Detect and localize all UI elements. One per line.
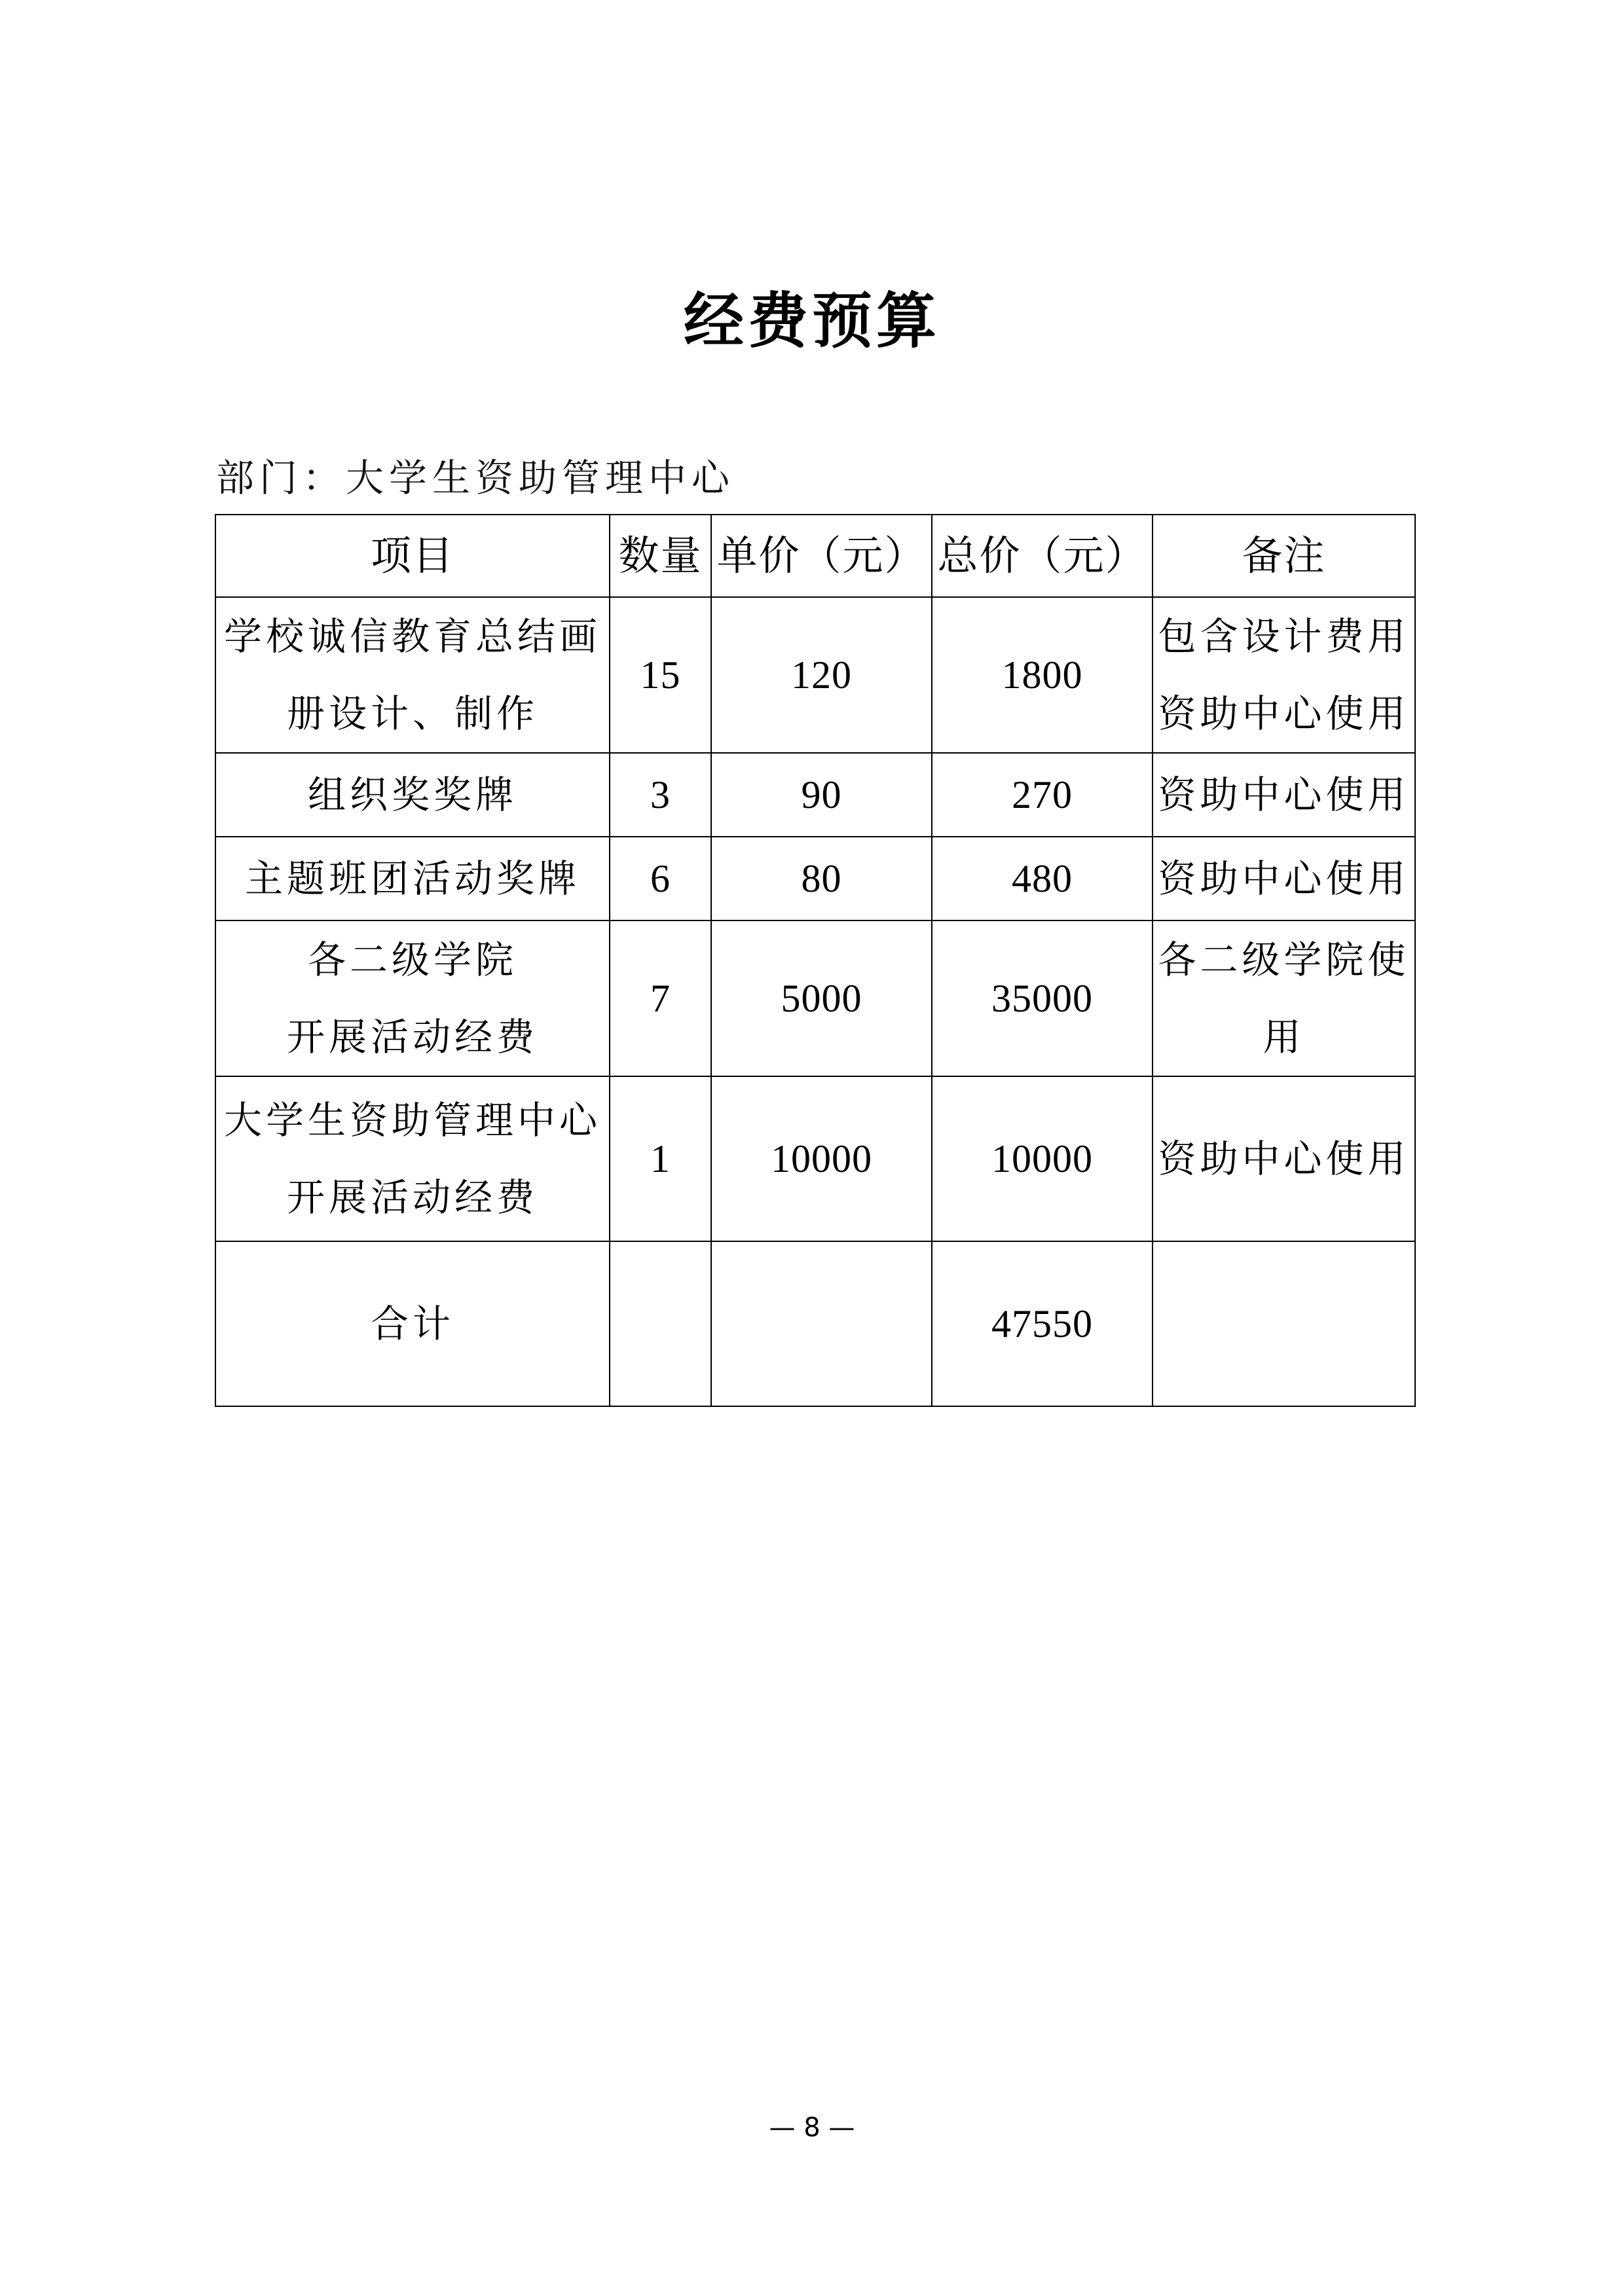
quantity-cell: 1	[610, 1076, 711, 1241]
page-number: — 8 —	[769, 2113, 855, 2143]
header-item: 项目	[215, 515, 610, 597]
budget-table	[215, 514, 1416, 1407]
note-cell	[1153, 597, 1415, 753]
unit-price-cell	[711, 1241, 932, 1406]
note-line: 资助中心使用	[1158, 773, 1410, 817]
quantity-cell: 6	[610, 837, 711, 920]
total-price-cell: 1800	[932, 597, 1153, 753]
table-row	[215, 597, 1415, 753]
table-row	[215, 1076, 1415, 1241]
note-line: 资助中心使用	[1158, 1137, 1410, 1181]
note-line: 各二级学院使	[1158, 938, 1410, 982]
item-line: 主题班团活动奖牌	[244, 856, 580, 901]
total-label-cell	[215, 1241, 610, 1406]
grand-total-cell: 47550	[932, 1241, 1153, 1406]
unit-price-cell: 80	[711, 837, 932, 920]
total-price-cell: 270	[932, 753, 1153, 837]
note-cell	[1153, 1076, 1415, 1241]
total-label: 合计	[370, 1302, 454, 1346]
table-row	[215, 837, 1415, 920]
header-quantity: 数量	[610, 515, 711, 597]
header-unit-price: 单价（元）	[711, 515, 932, 597]
table-row	[215, 753, 1415, 837]
item-line: 开展活动经费	[286, 1175, 538, 1220]
item-cell	[215, 920, 610, 1076]
item-line: 学校诚信教育总结画	[223, 614, 601, 659]
header-note: 备注	[1153, 515, 1415, 597]
item-line: 组织奖奖牌	[307, 773, 517, 817]
quantity-cell: 15	[610, 597, 711, 753]
total-price-cell: 480	[932, 837, 1153, 920]
unit-price-cell: 5000	[711, 920, 932, 1076]
item-line: 大学生资助管理中心	[223, 1098, 601, 1142]
table-row	[215, 920, 1415, 1076]
unit-price-cell: 120	[711, 597, 932, 753]
note-cell	[1153, 753, 1415, 837]
item-cell	[215, 753, 610, 837]
unit-price-cell: 10000	[711, 1076, 932, 1241]
note-cell	[1153, 837, 1415, 920]
unit-price-cell: 90	[711, 753, 932, 837]
item-line: 开展活动经费	[286, 1015, 538, 1059]
item-line: 册设计、制作	[286, 691, 538, 736]
document-title: 经费预算	[683, 285, 940, 356]
note-line: 用	[1263, 1015, 1305, 1059]
item-cell	[215, 1076, 610, 1241]
note-line: 资助中心使用	[1158, 691, 1410, 736]
note-line: 资助中心使用	[1158, 856, 1410, 901]
quantity-cell: 3	[610, 753, 711, 837]
department-label: 部门：大学生资助管理中心	[216, 456, 735, 500]
note-cell	[1153, 1241, 1415, 1406]
total-row	[215, 1241, 1415, 1406]
item-cell	[215, 837, 610, 920]
table-header-row	[215, 515, 1415, 597]
item-line: 各二级学院	[307, 938, 517, 982]
header-total-price: 总价（元）	[932, 515, 1153, 597]
total-price-cell: 35000	[932, 920, 1153, 1076]
quantity-cell: 7	[610, 920, 711, 1076]
total-price-cell: 10000	[932, 1076, 1153, 1241]
note-line: 包含设计费用	[1158, 614, 1410, 659]
note-cell	[1153, 920, 1415, 1076]
quantity-cell	[610, 1241, 711, 1406]
item-cell	[215, 597, 610, 753]
